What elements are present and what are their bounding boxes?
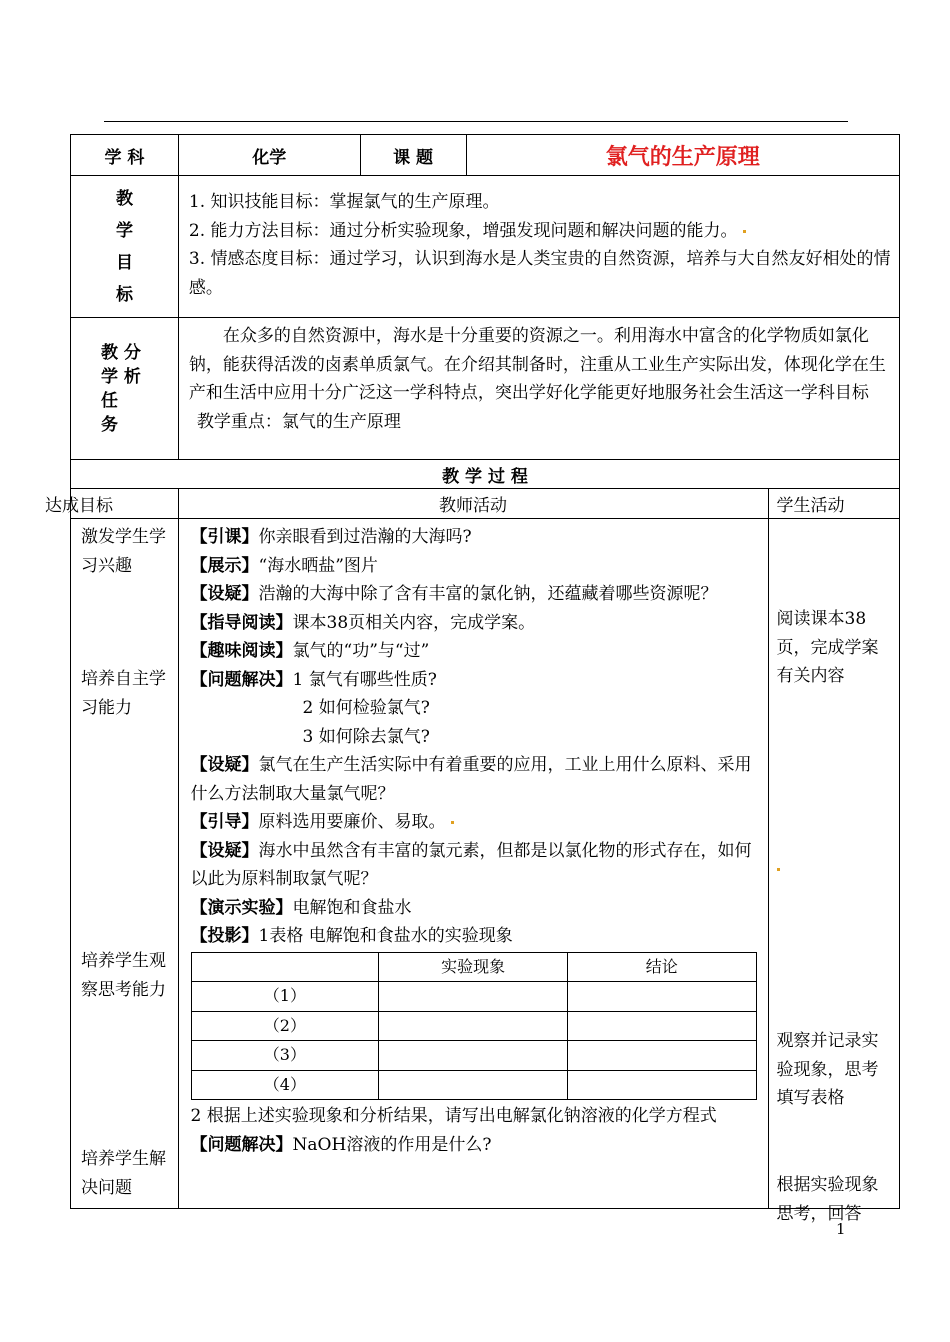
- objectives-label: [71, 176, 179, 318]
- key-point: 教学重点：氯气的生产原理: [196, 411, 401, 432]
- goal-2: 培养自主学习能力: [81, 669, 166, 718]
- col-student-header: 学生活动: [768, 489, 899, 519]
- student-2: 观察并记录实验现象，思考填写表格: [776, 1031, 879, 1108]
- exp-head-conclusion: 结论: [567, 952, 756, 982]
- goal-4: 培养学生解决问题: [81, 1149, 166, 1198]
- exp-head-blank: [191, 952, 379, 982]
- step-equation: 2 根据上述实验现象和分析结果，请写出电解氯化钠溶液的化学方程式: [190, 1106, 717, 1126]
- page-number: 1: [836, 1220, 846, 1238]
- exp-row-label: （1）: [191, 982, 379, 1012]
- step-guide: 【引导】原料选用要廉价、易取。: [191, 808, 760, 837]
- objective-3: 3. 情感态度目标：通过学习，认识到海水是人类宝贵的自然资源，培养与大自然友好相处的情感。: [188, 249, 891, 298]
- exp-head-phenomenon: 实验现象: [379, 952, 568, 982]
- topic-label: 课 题: [360, 135, 466, 176]
- process-title: 教 学 过 程: [71, 460, 900, 489]
- process-table: [45, 488, 900, 1224]
- analysis-content: [178, 318, 899, 460]
- topic-title: 氯气的生产原理: [466, 135, 899, 176]
- analysis-label: 教 分 学 析 任 务: [71, 318, 179, 460]
- step-intro: 【引课】你亲眼看到过浩瀚的大海吗?: [190, 527, 472, 547]
- exp-row-label: （3）: [191, 1041, 379, 1071]
- step-demo: 【演示实验】电解饱和食盐水: [190, 897, 412, 918]
- subject-value: 化学: [178, 135, 360, 176]
- experiment-table: [191, 952, 757, 1101]
- decor-dot: [777, 859, 780, 879]
- header-rule: [104, 121, 848, 122]
- col-teacher-header: 教师活动: [178, 489, 768, 519]
- exp-row-label: （2）: [191, 1011, 379, 1041]
- objectives-content: [178, 176, 899, 318]
- step-question-1: 【设疑】浩瀚的大海中除了含有丰富的氯化钠，还蕴藏着哪些资源呢？: [190, 584, 718, 604]
- subject-label: 学 科: [71, 135, 179, 176]
- objectives-label-char: 目: [115, 252, 133, 273]
- goal-1: 激发学生学习兴趣: [81, 527, 166, 576]
- step-problem-naoh: 【问题解决】NaOH溶液的作用是什么?: [190, 1134, 492, 1155]
- goal-3: 培养学生观察思考能力: [81, 951, 166, 1000]
- objective-1: 1. 知识技能目标：掌握氯气的生产原理。: [188, 192, 500, 212]
- lesson-plan-table: [70, 134, 900, 489]
- goals-cell: [71, 519, 179, 1209]
- step-show: 【展示】“海水晒盐”图片: [190, 555, 378, 576]
- objectives-label-char: 标: [115, 284, 133, 305]
- objective-2: 2. 能力方法目标：通过分析实验现象，增强发现问题和解决问题的能力。: [189, 217, 891, 246]
- objectives-label-char: 学: [115, 220, 133, 241]
- step-projection: 【投影】1表格 电解饱和食盐水的实验现象: [190, 926, 513, 946]
- step-fun-reading: 【趣味阅读】氯气的“功”与“过”: [190, 641, 430, 661]
- step-question-3: 【设疑】海水中虽然含有丰富的氯元素，但都是以氯化物的形式存在，如何以此为原料制取氯气呢？: [190, 840, 752, 889]
- step-reading: 【指导阅读】课本38页相关内容，完成学案。: [190, 612, 536, 633]
- student-activity: [768, 519, 899, 1224]
- student-1: 阅读课本38页，完成学案有关内容: [776, 609, 879, 686]
- col-goal-header: 达成目标: [71, 489, 179, 519]
- step-question-2: 【设疑】氯气在生产生活实际中有着重要的应用，工业上用什么原料、采用什么方法制取大量氯气呢？: [190, 755, 752, 804]
- analysis-text: 在众多的自然资源中，海水是十分重要的资源之一。利用海水中富含的化学物质如氯化钠，能获得活泼的卤素单质氯气。在介绍其制备时，注重从工业生产实际出发，体现化学在生产和生活中应用十分广泛这一学科特点，突出学好化学能更好地服务社会生活这一学科目标: [188, 326, 886, 403]
- step-problem: 【问题解决】1 氯气有哪些性质?: [190, 669, 437, 690]
- step-problem-3: 3 如何除去氯气?: [302, 726, 430, 747]
- student-3: 根据实验现象思考，回答: [776, 1175, 879, 1224]
- objectives-label-char: 教: [115, 188, 133, 209]
- step-problem-2: 2 如何检验氯气?: [302, 698, 430, 718]
- exp-row-label: （4）: [191, 1070, 379, 1100]
- teacher-activity: [178, 519, 768, 1209]
